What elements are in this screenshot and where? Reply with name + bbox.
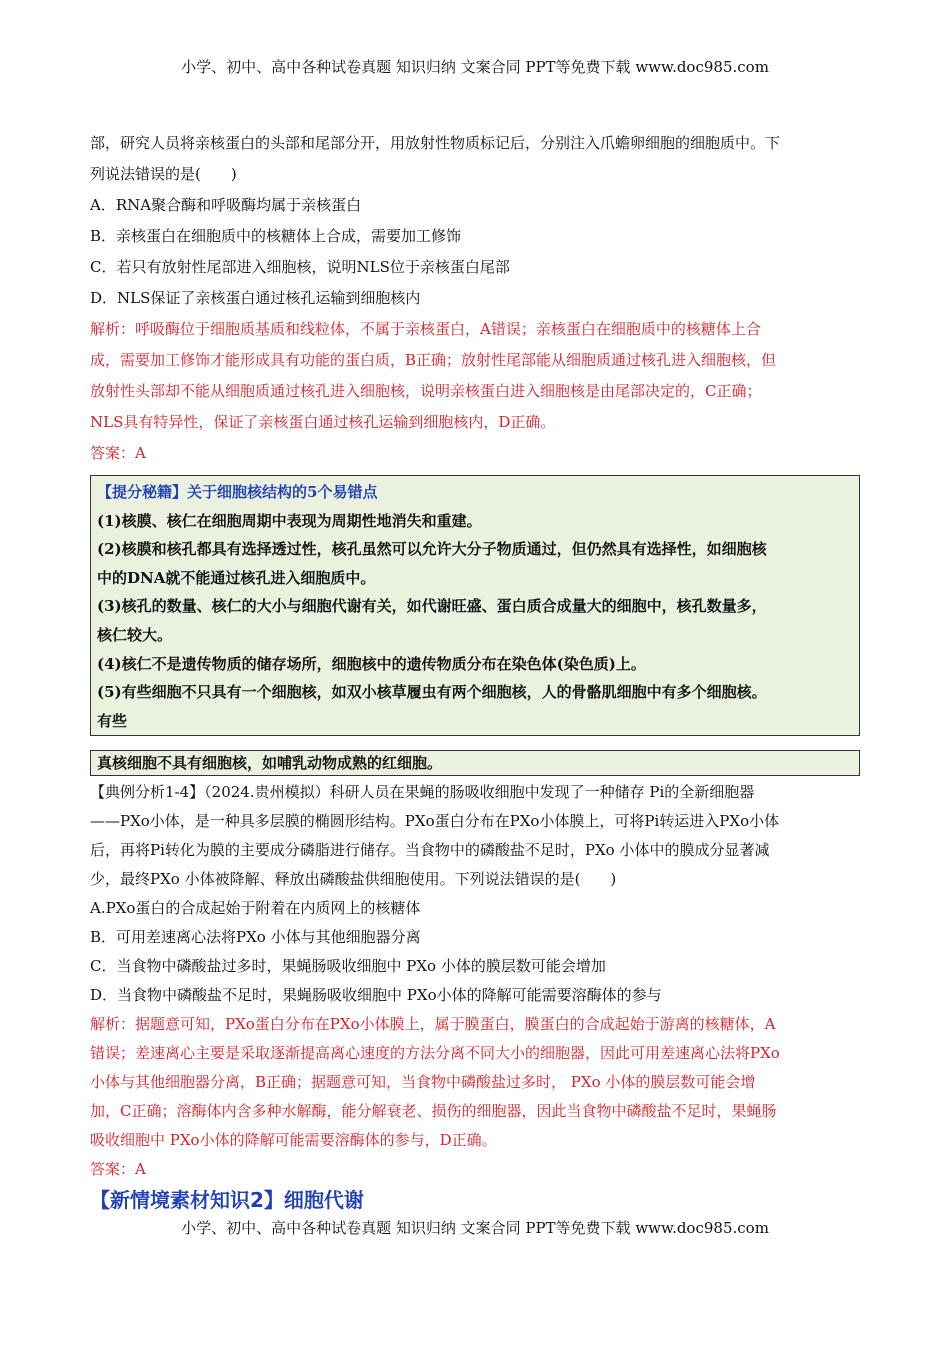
option-c: C．若只有放射性尾部进入细胞核，说明NLS位于亲核蛋白尾部 — [90, 258, 510, 276]
tips-line: (3)核孔的数量、核仁的大小与细胞代谢有关，如代谢旺盛、蛋白质合成量大的细胞中，核孔数量多， — [97, 597, 767, 616]
option-b: B．亲核蛋白在细胞质中的核糖体上合成，需要加工修饰 — [90, 227, 462, 245]
tips-title: 【提分秘籍】关于细胞核结构的5个易错点 — [97, 483, 378, 501]
option-d: D．当食物中磷酸盐不足时，果蝇肠吸收细胞中 PXo小体的降解可能需要溶酶体的参与 — [90, 986, 662, 1005]
tips-box — [90, 475, 860, 736]
example-stem-line: ——PXo小体，是一种具多层膜的椭圆形结构。PXo蛋白分布在PXo小体膜上，可将Pi转运进入PXo小体 — [90, 812, 780, 831]
page-content — [90, 128, 860, 1216]
tips-line: 有些 — [97, 711, 128, 730]
analysis-line: NLS具有特异性，保证了亲核蛋白通过核孔运输到细胞核内，D正确。 — [90, 413, 556, 431]
example-stem-line: 后，再将Pi转化为膜的主要成分磷脂进行储存。当食物中的磷酸盐不足时，PXo 小体中的膜成分显著减 — [90, 841, 770, 860]
page-header: 小学、初中、高中各种试卷真题 知识归纳 文案合同 PPT等免费下载 www.doc985.com — [181, 58, 769, 76]
option-b: B．可用差速离心法将PXo 小体与其他细胞器分离 — [90, 928, 421, 947]
tips-line: 中的DNA就不能通过核孔进入细胞质中。 — [97, 568, 376, 587]
analysis-line: 吸收细胞中 PXo小体的降解可能需要溶酶体的参与，D正确。 — [90, 1131, 497, 1150]
page-footer: 小学、初中、高中各种试卷真题 知识归纳 文案合同 PPT等免费下载 www.doc985.com — [181, 1219, 769, 1237]
tips-line: 核仁较大。 — [97, 625, 173, 644]
analysis-line: 错误；差速离心主要是采取逐渐提高离心速度的方法分离不同大小的细胞器，因此可用差速离心法将PXo — [90, 1044, 780, 1063]
tips-continuation-box — [90, 750, 860, 776]
example-stem-line: 【典例分析1-4】（2024.贵州模拟）科研人员在果蝇的肠吸收细胞中发现了一种储存 Pi的全新细胞器 — [90, 783, 755, 802]
analysis-line: 放射性头部却不能从细胞质通过核孔进入细胞核，说明亲核蛋白进入细胞核是由尾部决定的，C正确； — [90, 382, 762, 400]
question-1 — [90, 128, 860, 469]
section-heading: 【新情境素材知识2】细胞代谢 — [90, 1188, 364, 1213]
analysis-line: 成，需要加工修饰才能形成具有功能的蛋白质，B正确；放射性尾部能从细胞质通过核孔进入细胞核，但 — [90, 351, 777, 369]
example-question — [90, 778, 860, 1184]
question-stem-line: 列说法错误的是( ) — [90, 165, 237, 183]
option-c: C．当食物中磷酸盐过多时，果蝇肠吸收细胞中 PXo 小体的膜层数可能会增加 — [90, 957, 606, 976]
tips-line: (2)核膜和核孔都具有选择透过性，核孔虽然可以允许大分子物质通过，但仍然具有选择性，如细胞核 — [97, 540, 767, 559]
tips-line: (1)核膜、核仁在细胞周期中表现为周期性地消失和重建。 — [97, 511, 482, 530]
option-a: A．RNA聚合酶和呼吸酶均属于亲核蛋白 — [90, 196, 362, 214]
tips-line: (5)有些细胞不只具有一个细胞核，如双小核草履虫有两个细胞核，人的骨骼肌细胞中有多个细胞核。 — [97, 683, 767, 702]
option-a: A.PXo蛋白的合成起始于附着在内质网上的核糖体 — [90, 899, 421, 918]
tips-line: (4)核仁不是遗传物质的储存场所，细胞核中的遗传物质分布在染色体(染色质)上。 — [97, 654, 646, 673]
question-stem-line: 部，研究人员将亲核蛋白的头部和尾部分开，用放射性物质标记后，分别注入爪蟾卵细胞的细胞质中。下 — [90, 134, 781, 152]
analysis-line: 解析：呼吸酶位于细胞质基质和线粒体，不属于亲核蛋白，A错误；亲核蛋白在细胞质中的核糖体上合 — [90, 320, 761, 338]
option-d: D．NLS保证了亲核蛋白通过核孔运输到细胞核内 — [90, 289, 421, 307]
analysis-line: 加，C正确；溶酶体内含多种水解酶，能分解衰老、损伤的细胞器，因此当食物中磷酸盐不足时，果蝇肠 — [90, 1102, 777, 1121]
analysis-line: 小体与其他细胞器分离，B正确；据题意可知，当食物中磷酸盐过多时， PXo 小体的膜层数可能会增 — [90, 1073, 756, 1092]
analysis-line: 解析：据题意可知，PXo蛋白分布在PXo小体膜上，属于膜蛋白，膜蛋白的合成起始于游离的核糖体，A — [90, 1015, 776, 1034]
answer: 答案：A — [90, 444, 146, 462]
tips-continuation: 真核细胞不具有细胞核，如哺乳动物成熟的红细胞。 — [97, 754, 443, 773]
example-stem-line: 少，最终PXo 小体被降解、释放出磷酸盐供细胞使用。下列说法错误的是( ) — [90, 870, 617, 889]
answer: 答案：A — [90, 1160, 146, 1179]
